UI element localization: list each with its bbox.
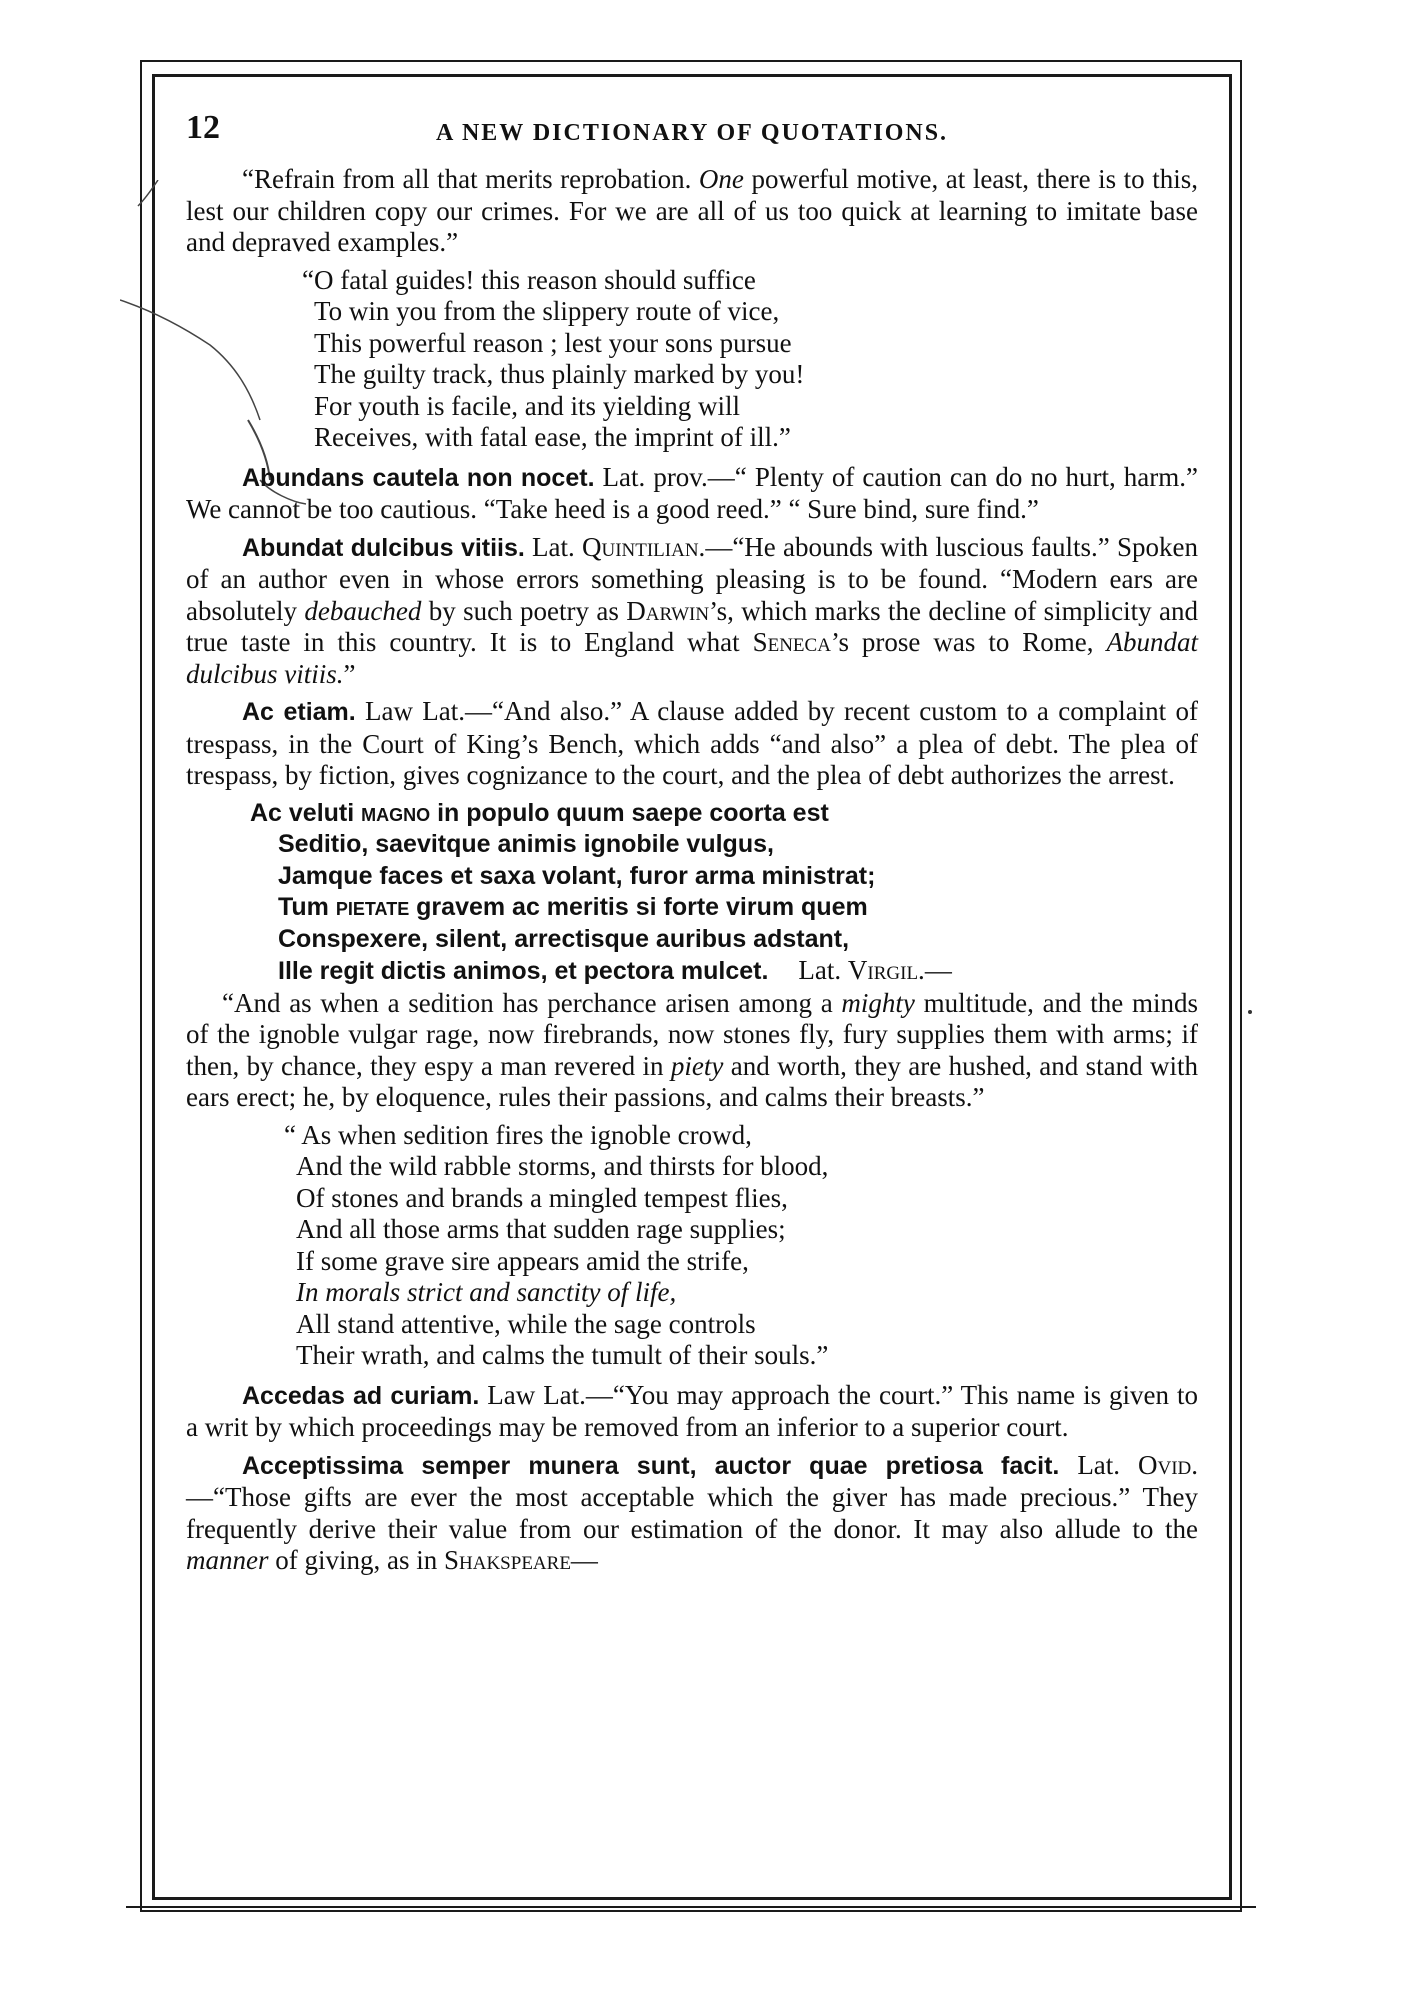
entry-text: Lat. [1059,1449,1138,1480]
entry-text: “And as when a sedition has perchance arisen among a [222,987,842,1018]
latin-verse-line [186,798,1198,830]
entry-ac-veluti-verse [186,798,1198,988]
small-caps-run: pietate [335,893,410,921]
text-run: in populo quum saepe coorta est [430,798,829,827]
text-run: Tum [278,893,336,921]
author-name: Seneca [752,627,831,657]
entry-ac-veluti-translation [186,988,1198,1114]
verse-line: This powerful reason ; lest your sons pursue [314,327,792,358]
entry-text: Law Lat.—“And also.” A clause added by recent custom to a complaint of trespass, in the Court of King’s Bench, which adds “and also” a plea of debt. The plea of trespass, by fiction, gives cognizance to the court, and the plea of debt authorizes the arrest. [186,696,1198,790]
stray-mark [1248,1010,1252,1014]
entry-text: and worth, they are hushed, and stand with ears erect; he, by eloquence, rules their passions, and calms their breasts.” [186,1050,1199,1112]
verse-line: And all those arms that sudden rage supplies; [296,1214,786,1244]
author-name: Virgil. [847,955,925,985]
latin-verse-line: Conspexere, silent, arrectisque auribus adstant, [278,924,850,953]
entry-headword: Abundans cautela non nocet. [242,463,595,492]
running-title: A NEW DICTIONARY OF QUOTATIONS. [435,120,949,146]
page-header [186,109,1198,152]
text-run: — [924,955,952,985]
verse-line: All stand attentive, while the sage controls [296,1308,756,1339]
entry-headword: Abundat dulcibus vitiis. [242,533,525,562]
entry-text: ” [343,658,356,689]
bottom-rule [126,1906,1256,1908]
verse-line: And the wild rabble storms, and thirsts for blood, [296,1151,829,1181]
verse-line: If some grave sire appears amid the strife, [296,1245,749,1276]
italic-run: piety [670,1050,724,1081]
verse-line: Their wrath, and calms the tumult of their souls.” [296,1340,829,1370]
verse-line: The guilty track, thus plainly marked by you! [314,359,805,389]
italic-run: mighty [841,987,915,1018]
entry-text: ’s, which marks the decline of simplicity and true taste in this country. It is to England what [186,595,1198,657]
latin-verse-line: Jamque faces et saxa volant, furor arma ministrat; [278,861,876,890]
verse-line: “ As when sedition fires the ignoble crowd, [284,1119,752,1150]
attribution [798,955,951,985]
entry-abundans-cautela [186,462,1198,526]
entry-acceptissima [186,1450,1198,1577]
text-run: Lat. [798,955,848,985]
verse-line: Receives, with fatal ease, the imprint of ill.” [314,422,791,452]
text-run: Ac veluti [250,798,362,827]
italic-run: debauched [304,595,422,626]
entry-text: ’s prose was to Rome, [830,627,1107,657]
author-name: Darwin [626,595,710,626]
author-name: Shakspeare [444,1545,571,1575]
verse-translation [186,1120,1198,1372]
verse-line: To win you from the slippery route of vice, [314,296,780,326]
verse-line: “O fatal guides! this reason should suffice [302,264,756,295]
entry-text: multitude, and the minds of the ignoble vulgar rage, now firebrands, now stones fly, fury supplies them with arms; if then, by chance, they espy a man revered in [186,987,1198,1081]
latin-verse-line [186,955,1198,988]
entry-ac-etiam [186,696,1198,792]
text-run: Ille regit dictis animos, et pectora mulcet. [278,957,769,985]
entry-text: Law Lat.—“You may approach the court.” This name is given to a writ by which proceedings may be removed from an inferior to a superior court. [186,1379,1198,1442]
text-run: gravem ac meritis si forte virum quem [409,893,868,921]
quote-paragraph [186,164,1198,259]
italic-run: manner [186,1545,269,1575]
author-name: Ovid. [1137,1449,1199,1480]
entry-text: —“He abounds with luscious faults.” Spoken of an author even in whose errors something pleasing is to be found. “Modern ears are absolutely [186,531,1198,626]
entry-text: of giving, as in [268,1545,444,1575]
entry-abundat-dulcibus [186,532,1198,691]
entry-accedas-ad-curiam [186,1380,1198,1444]
entry-text: Lat. prov.—“ Plenty of caution can do no hurt, harm.” We cannot be too cautious. “Take heed is a good reed.” “ Sure bind, sure find.” [186,461,1198,524]
verse-line: In morals strict and sanctity of life, [296,1277,677,1307]
text-run: “Refrain from all that merits reprobation. [242,164,699,194]
author-name: Quintilian. [581,531,706,562]
italic-run: Abundat dulcibus vitiis. [186,627,1199,689]
entry-text: by such poetry as [421,595,627,626]
page-content [186,109,1199,1583]
entry-headword: Accedas ad curiam. [242,1381,480,1410]
verse-line: For youth is facile, and its yielding will [314,390,740,421]
entry-headword: Acceptissima semper munera sunt, auctor quae pretiosa facit. [242,1451,1060,1480]
latin-verse-line [186,892,1198,924]
entry-headword: Ac etiam. [242,698,356,726]
page-number: 12 [186,109,220,146]
text-run: powerful motive, at least, there is to this, lest our children copy our crimes. For we are all of us too quick at learning to imitate base and depraved examples.” [186,164,1198,257]
latin-verse-line: Seditio, saevitque animis ignobile vulgus, [278,830,774,858]
entry-text: — [570,1545,598,1575]
small-caps-run: magno [361,798,431,827]
verse-line: Of stones and brands a mingled tempest flies, [296,1182,788,1213]
entry-text: —“Those gifts are ever the most acceptable which the giver has made precious.” They frequently derive their value from our estimation of the donor. It may also allude to the [186,1482,1198,1544]
entry-text: Lat. [524,531,582,562]
italic-run: One [698,164,744,194]
verse-translation [186,265,1198,454]
